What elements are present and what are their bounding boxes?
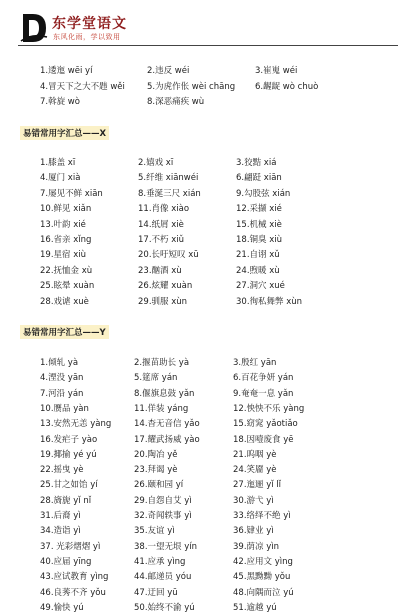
word-entry: 1.倾轧 yà	[40, 358, 79, 368]
word-entry: 9.勾股弦 xián	[236, 188, 291, 199]
word-entry: 26.颐和园 yí	[134, 480, 184, 491]
word-entry: 49.愉快 yú	[40, 602, 84, 613]
word-entry: 3.殷红 yān	[233, 358, 277, 368]
word-entry: 7.斡旋 wò	[40, 97, 80, 107]
word-entry: 42.应用文 yìng	[233, 556, 293, 567]
word-entry: 7.河沿 yán	[40, 388, 84, 399]
word-entry: 28.戏谑 xuè	[40, 296, 89, 307]
word-entry: 8.偃旗息鼓 yǎn	[134, 388, 195, 399]
word-entry: 25.眩晕 xuàn	[40, 281, 95, 292]
word-entry: 31.后裔 yì	[40, 511, 81, 521]
word-entry: 18.因噎废食 yē	[233, 434, 294, 445]
word-entry: 2.揠苗助长 yà	[134, 358, 190, 368]
word-entry: 15.机械 xiè	[236, 219, 282, 230]
word-entry: 30.游弋 yì	[233, 495, 274, 506]
word-entry: 51.逾越 yú	[233, 602, 277, 613]
word-entry: 14.纸屑 xiè	[138, 219, 184, 230]
word-entry: 22.抚恤金 xù	[40, 265, 93, 276]
word-entry: 4.湮没 yān	[40, 373, 84, 384]
word-entry: 37. 光彩熠熠 yì	[40, 541, 101, 552]
word-entry: 20.长吁短叹 xū	[138, 250, 199, 261]
word-entry: 47.迂回 yū	[134, 587, 178, 598]
word-entry: 24.笑靥 yè	[233, 465, 277, 476]
word-entry: 36.肄业 yì	[233, 526, 274, 537]
word-entry: 28.旖旎 yǐ nǐ	[40, 495, 92, 506]
word-entry: 3.崔嵬 wéi	[255, 66, 298, 76]
word-entry: 11.肖像 xiào	[138, 204, 190, 215]
word-entry: 29.自怨自艾 yì	[134, 495, 192, 506]
brand-slogan: 东风化雨，学以致用	[53, 33, 121, 41]
word-entry: 19.揶揄 yé yú	[40, 449, 97, 460]
word-entry: 2.违反 wéi	[147, 66, 190, 76]
word-entry: 30.徇私舞弊 xùn	[236, 296, 303, 307]
word-entry: 40.应届 yīng	[40, 556, 92, 567]
brand-name: 东学堂语文	[52, 16, 127, 32]
word-entry: 10.鲜见 xiǎn	[40, 204, 92, 215]
word-entry: 1.膝盖 xī	[40, 158, 76, 168]
header-divider	[18, 45, 398, 46]
word-entry: 6.龌龊 wò chuò	[255, 81, 319, 92]
word-entry: 24.煦暖 xù	[236, 265, 280, 276]
word-entry: 39.荫凉 yìn	[233, 541, 279, 552]
word-entry: 32.奇闻轶事 yì	[134, 511, 192, 521]
word-entry: 22.摇曳 yè	[40, 465, 84, 476]
word-entry: 17.不朽 xiǔ	[138, 235, 184, 245]
word-entry: 21.自诩 xǔ	[236, 250, 280, 261]
word-entry: 34.造诣 yì	[40, 526, 81, 537]
word-entry: 8.垂涎三尺 xián	[138, 188, 201, 199]
word-entry: 4.冒天下之大不韪 wěi	[40, 81, 125, 92]
section-heading: 易错常用字汇总——X	[20, 126, 109, 140]
word-entry: 14.杳无音信 yǎo	[134, 419, 200, 430]
word-entry: 21.呜咽 yè	[233, 449, 277, 460]
word-entry: 16.省亲 xǐng	[40, 235, 92, 245]
word-entry: 25.甘之如饴 yí	[40, 480, 98, 491]
word-entry: 6.翩跹 xiān	[236, 173, 282, 184]
word-entry: 12.采撷 xié	[236, 204, 282, 215]
word-entry: 10.赝品 yàn	[40, 403, 89, 414]
word-entry: 38.一望无垠 yín	[134, 541, 197, 552]
word-entry: 6.百花争妍 yán	[233, 373, 294, 384]
word-entry: 7.屡见不鲜 xiān	[40, 188, 103, 199]
word-entry: 46.良莠不齐 yǒu	[40, 587, 106, 598]
word-entry: 12.怏怏不乐 yàng	[233, 403, 305, 414]
word-entry: 48.向隅而泣 yú	[233, 587, 294, 598]
word-entry: 45.黑黝黝 yǒu	[233, 572, 291, 583]
word-entry: 26.炫耀 xuàn	[138, 281, 193, 292]
word-entry: 11.佯装 yáng	[134, 403, 189, 414]
word-entry: 4.厦门 xià	[40, 173, 81, 184]
word-entry: 1.逶迤 wēi yí	[40, 66, 93, 76]
word-entry: 44.邮递员 yóu	[134, 572, 192, 583]
word-entry: 19.星宿 xiù	[40, 250, 86, 261]
word-entry: 41.应承 yìng	[134, 556, 186, 567]
word-entry: 8.深恶痛疾 wù	[147, 97, 205, 107]
word-entry: 9.奄奄一息 yǎn	[233, 388, 294, 399]
word-entry: 27.洞穴 xué	[236, 281, 285, 292]
word-entry: 17.耀武扬威 yào	[134, 434, 200, 445]
section-heading: 易错常用字汇总——Y	[20, 325, 109, 339]
word-entry: 50.始终不渝 yú	[134, 602, 195, 613]
word-entry: 33.络绎不绝 yì	[233, 511, 291, 521]
word-entry: 13.叶韵 xié	[40, 219, 86, 230]
word-entry: 5.筵席 yán	[134, 373, 178, 384]
word-entry: 5.纤维 xiānwéi	[138, 173, 199, 184]
word-entry: 20.陶冶 yě	[134, 449, 178, 460]
word-entry: 43.应试教育 yìng	[40, 572, 109, 583]
word-entry: 23.拜谒 yè	[134, 465, 178, 476]
word-entry: 16.发疟子 yào	[40, 434, 98, 445]
word-entry: 3.狡黠 xiá	[236, 158, 277, 168]
word-entry: 35.友谊 yì	[134, 526, 175, 537]
word-entry: 2.嬉戏 xī	[138, 158, 174, 168]
word-entry: 29.驯服 xùn	[138, 296, 188, 307]
word-entry: 15.窈窕 yǎotiǎo	[233, 419, 298, 430]
word-entry: 23.酗酒 xù	[138, 265, 182, 276]
word-entry: 5.为虎作伥 wèi chāng	[147, 81, 236, 92]
logo-icon	[20, 11, 48, 45]
word-entry: 13.安然无恙 yàng	[40, 419, 112, 430]
word-entry: 27.迤逦 yǐ lǐ	[233, 480, 282, 491]
word-entry: 18.铜臭 xiù	[236, 235, 282, 245]
